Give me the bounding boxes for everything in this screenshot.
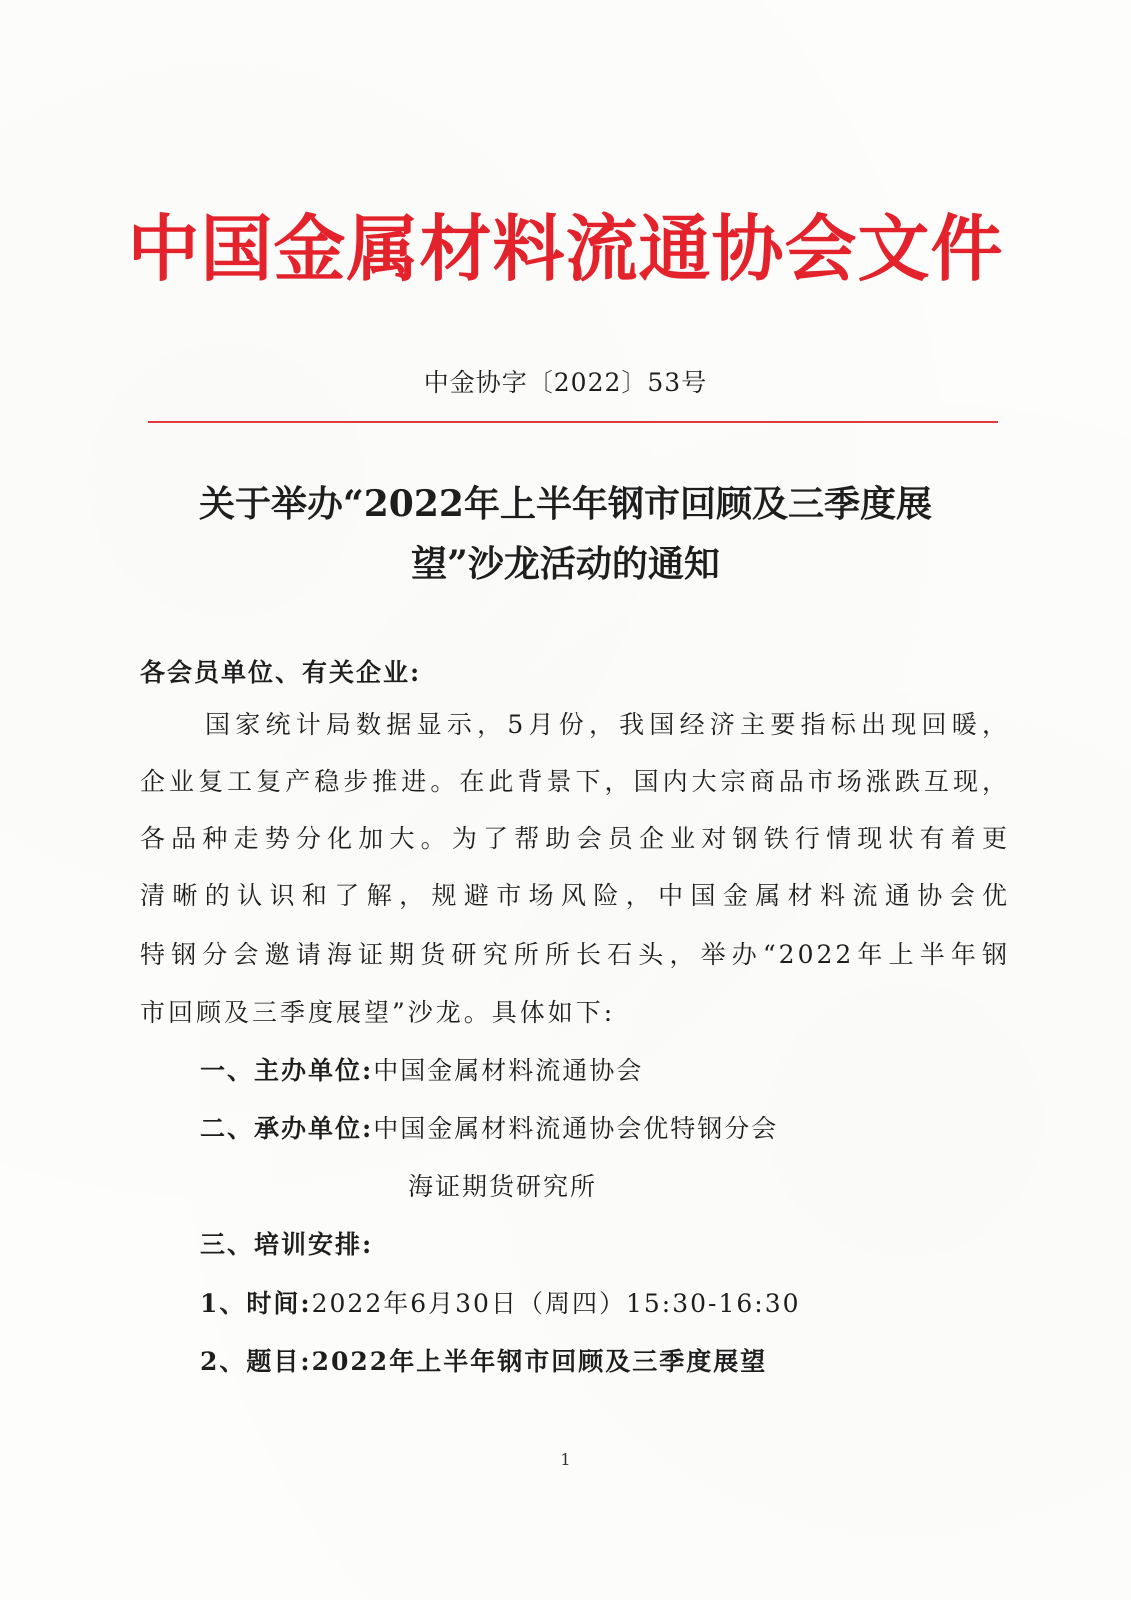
organizer-label: 一、主办单位: bbox=[200, 1056, 374, 1085]
time-value: 2022年6月30日（周四）15:30-16:30 bbox=[311, 1289, 801, 1318]
co-organizer-value-2: 海证期货研究所 bbox=[408, 1172, 598, 1201]
time-item bbox=[200, 1286, 801, 1322]
paragraph-line: 特钢分会邀请海证期货研究所所长石头，举办“2022年上半年钢 bbox=[140, 940, 1010, 969]
notice-title-line-2: 望”沙龙活动的通知 bbox=[411, 543, 720, 585]
topic-label: 2、题目: bbox=[200, 1347, 312, 1376]
red-divider-line bbox=[148, 421, 998, 423]
topic-item bbox=[200, 1344, 767, 1380]
paragraph-line: 国家统计局数据显示，5月份，我国经济主要指标出现回暖， bbox=[205, 710, 1010, 739]
paragraph-line: 市回顾及三季度展望”沙龙。具体如下: bbox=[140, 998, 616, 1027]
paragraph-line: 清晰的认识和了解，规避市场风险，中国金属材料流通协会优 bbox=[140, 881, 1010, 910]
time-label: 1、时间: bbox=[200, 1289, 312, 1318]
organizer-item bbox=[200, 1053, 643, 1089]
training-arrangement-heading bbox=[200, 1227, 373, 1263]
notice-title-line-1: 关于举办“2022年上半年钢市回顾及三季度展 bbox=[199, 483, 932, 525]
organizer-value: 中国金属材料流通协会 bbox=[373, 1056, 644, 1085]
page-number: 1 bbox=[560, 1450, 571, 1469]
document-number: 中金协字〔2022〕53号 bbox=[423, 368, 708, 397]
topic-value: 2022年上半年钢市回顾及三季度展望 bbox=[311, 1347, 768, 1376]
training-label: 三、培训安排: bbox=[200, 1230, 374, 1259]
salutation: 各会员单位、有关企业: bbox=[140, 658, 422, 687]
co-organizer-value-1: 中国金属材料流通协会优特钢分会 bbox=[373, 1114, 779, 1143]
paragraph-line: 各品种走势分化加大。为了帮助会员企业对钢铁行情现状有着更 bbox=[140, 824, 1010, 853]
org-header-title: 中国金属材料流通协会文件 bbox=[127, 207, 1004, 291]
notice-title bbox=[0, 474, 1131, 594]
co-organizer-label: 二、承办单位: bbox=[200, 1114, 374, 1143]
co-organizer-item bbox=[200, 1111, 778, 1147]
paragraph-line: 企业复工复产稳步推进。在此背景下，国内大宗商品市场涨跌互现， bbox=[140, 767, 1010, 796]
